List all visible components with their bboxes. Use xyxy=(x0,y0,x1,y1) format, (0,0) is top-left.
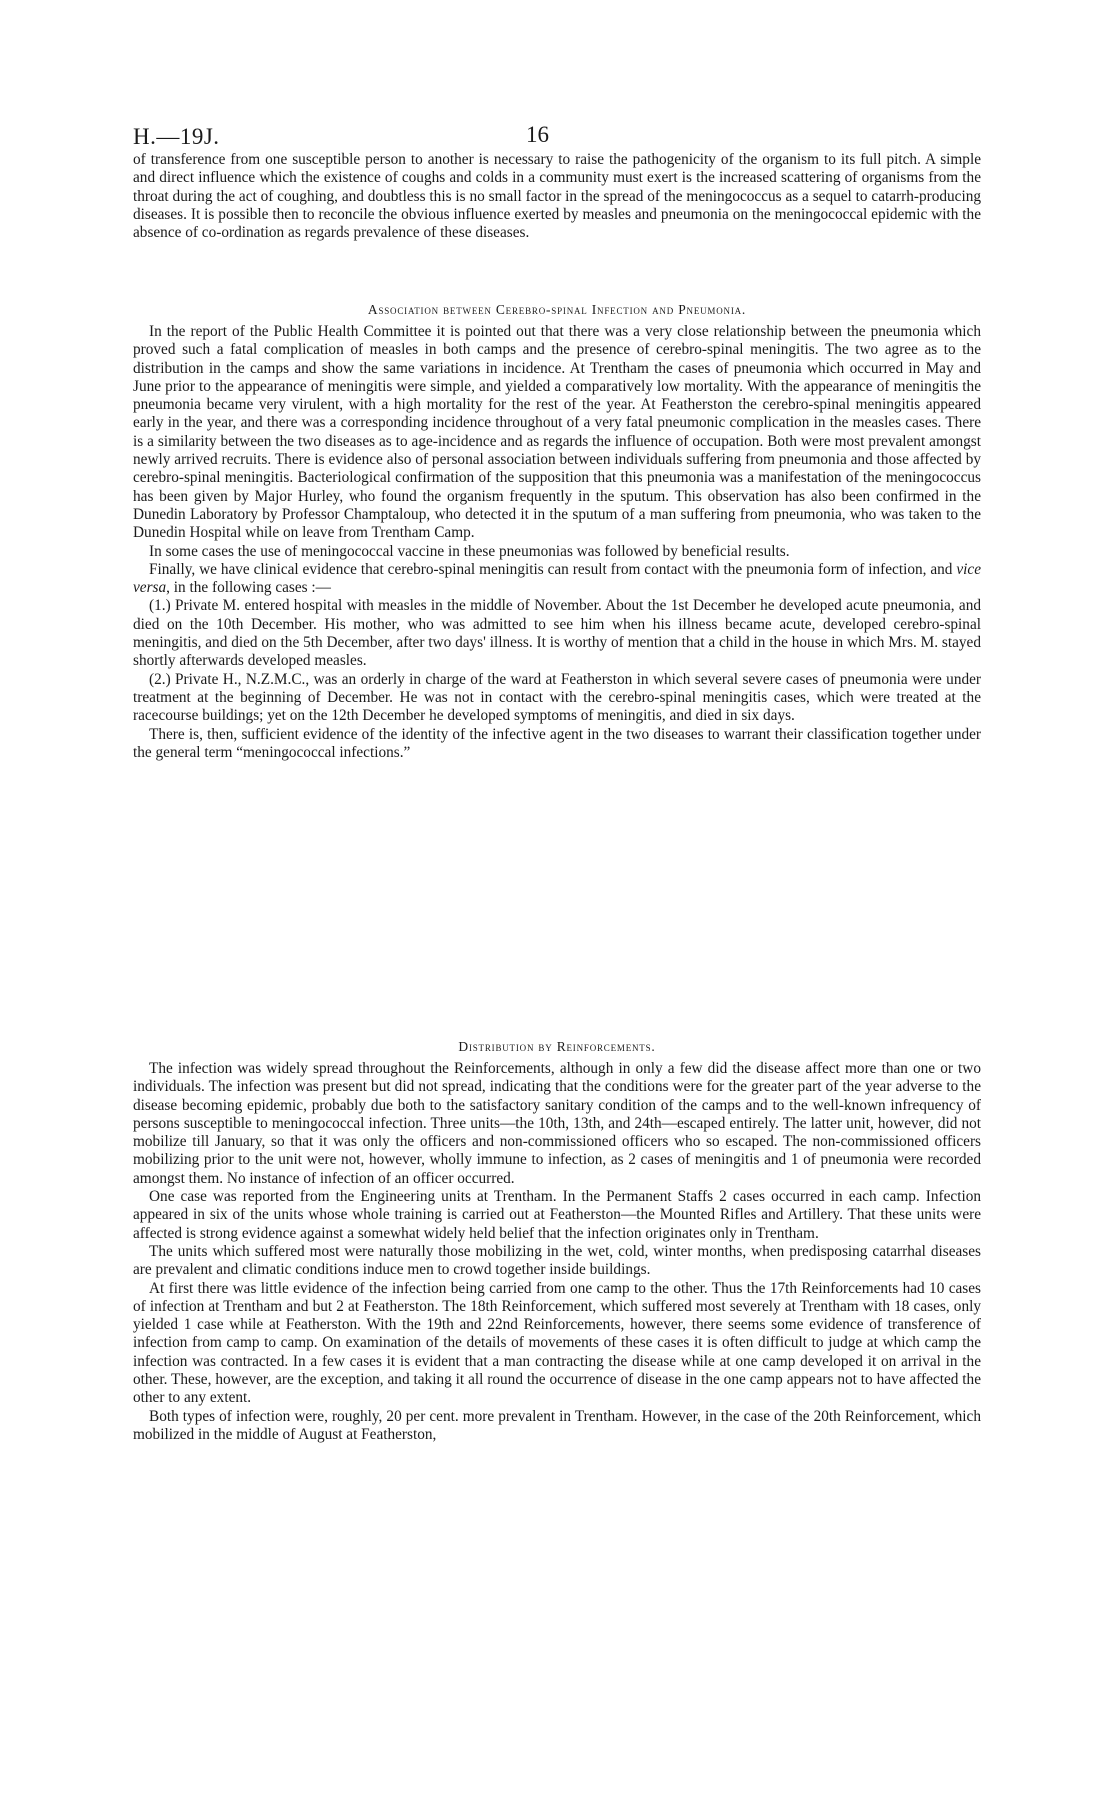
association-paragraph: In some cases the use of meningococcal vaccine in these pneumonias was followed by beneficial results. xyxy=(149,542,790,560)
conclusion-paragraph: There is, then, sufficient evidence of the identity of the infective agent in the two diseases to warrant their classification together under the general term “meningococcal infections.” xyxy=(133,725,981,761)
distribution-paragraph: The infection was widely spread throughout the Reinforcements, although in only a few did the disease affect more than one or two individuals. The infection was present but did not spread, indicating that the conditions were for the greater part of the year adverse to the disease becoming epidemic, probably due both to the satisfactory sanitary condition of the camps and to the well-known infrequency of persons susceptible to meningococcal infection. Three units—the 10th, 13th, and 24th—escaped entirely. The latter unit, however, did not mobilize till January, so that it was only the officers and non-commissioned officers who so escaped. The non-commissioned officers mobilizing prior to the unit were not, however, wholly immune to infection, as 2 cases of meningitis and 1 of pneumonia were recorded amongst them. No instance of infection of an officer occurred. xyxy=(133,1060,981,1187)
distribution-block xyxy=(133,1060,981,1444)
case-paragraph: (1.) Private M. entered hospital with measles in the middle of November. About the 1st December he developed acute pneumonia, and died on the 10th December. His mother, who was admitted to see him when his illness became acute, developed cerebro-spinal meningitis, and died on the 5th December, after two days' illness. It is worthy of mention that a child in the house in which Mrs. M. stayed shortly afterwards developed measles. xyxy=(133,597,981,670)
distribution-paragraph: At first there was little evidence of the infection being carried from one camp to the other. Thus the 17th Reinforcements had 10 cases of infection at Trentham and but 2 at Featherston. The 18th Reinforcement, which suffered most severely at Trentham with 18 cases, only yielded 1 case while at Featherston. With the 19th and 22nd Reinforcements, however, there seems some evidence of transference of infection from camp to camp. On examination of the details of movements of these cases it is often difficult to judge at which camp the infection was contracted. In a few cases it is evident that a man contracting the disease while at one camp developed it on arrival in the other. These, however, are the exception, and taking it all round the occurrence of disease in the one camp appears not to have affected the other to any extent. xyxy=(133,1279,981,1407)
case-paragraph: (2.) Private H., N.Z.M.C., was an orderly in charge of the ward at Featherston in which several severe cases of pneumonia were under treatment at the beginning of December. He was not in contact with the cerebro-spinal meningitis cases, which were treated at the racecourse buildings; yet on the 12th December he developed symptoms of meningitis, and died in six days. xyxy=(133,670,981,725)
intro-block xyxy=(133,151,981,242)
distribution-paragraph: Both types of infection were, roughly, 20 per cent. more prevalent in Trentham. However, in the case of the 20th Reinforcement, which mobilized in the middle of August at Featherston, xyxy=(133,1407,981,1443)
finally-text-after: , in the following cases :— xyxy=(166,579,331,597)
distribution-paragraph: One case was reported from the Engineering units at Trentham. In the Permanent Staffs 2 cases occurred in each camp. Infection appeared in six of the units whose whole training is carried out at Featherston—the Mounted Rifles and Artillery. That these units were affected is strong evidence against a somewhat widely held belief that the infection originates only in Trentham. xyxy=(133,1188,981,1242)
finally-text-before: Finally, we have clinical evidence that cerebro-spinal meningitis can result from contact with the pneumonia form of infection, and xyxy=(149,560,957,578)
section-heading-association: Association between Cerebro-spinal Infection and Pneumonia. xyxy=(367,302,747,317)
association-block xyxy=(133,323,981,762)
document-reference: H.—19J. xyxy=(133,124,220,149)
distribution-paragraph: The units which suffered most were naturally those mobilizing in the wet, cold, winter months, when predisposing catarrhal diseases are prevalent and climatic conditions induce men to crowd together inside buildings. xyxy=(133,1242,981,1279)
finally-paragraph xyxy=(133,561,981,598)
intro-paragraph: of transference from one susceptible person to another is necessary to raise the pathogenicity of the organism to its full pitch. A simple and direct influence which the existence of coughs and colds in a community must exert is the increased scattering of organisms from the throat during the act of coughing, and doubtless this is no small factor in the spread of the meningococcus as a sequel to catarrh-producing diseases. It is possible then to reconcile the obvious influence exerted by measles and pneumonia on the meningococcal epidemic with the absence of co-ordination as regards prevalence of these diseases. xyxy=(133,151,981,242)
section-heading-distribution: Distribution by Reinforcements. xyxy=(458,1039,656,1054)
finally-italic-term: vice versa xyxy=(133,560,981,597)
page-number: 16 xyxy=(526,122,549,147)
association-paragraph: In the report of the Public Health Committee it is pointed out that there was a very close relationship between the pneumonia which proved such a fatal complication of measles in both camps and the presence of cerebro-spinal meningitis. The two agree as to the distribution in the camps and show the same variations in incidence. At Trentham the cases of pneumonia which occurred in May and June prior to the appearance of meningitis were simple, and yielded a comparatively low mortality. With the appearance of meningitis the pneumonia became very virulent, with a high mortality for the rest of the year. At Featherston the cerebro-spinal meningitis appeared early in the year, and there was a corresponding incidence throughout of a very fatal pneumonic complication in the measles cases. There is a similarity between the two diseases as to age-incidence and as regards the influence of occupation. Both were most prevalent amongst newly arrived recruits. There is evidence also of personal association between individuals suffering from pneumonia and those affected by cerebro-spinal meningitis. Bacteriological confirmation of the supposition that this pneumonia was a manifestation of the meningococcus has been given by Major Hurley, who found the organism frequently in the sputum. This observation has also been confirmed in the Dunedin Laboratory by Professor Champtaloup, who detected it in the sputum of a man suffering from pneumonia, who was taken to the Dunedin Hospital while on leave from Trentham Camp. xyxy=(133,323,981,542)
